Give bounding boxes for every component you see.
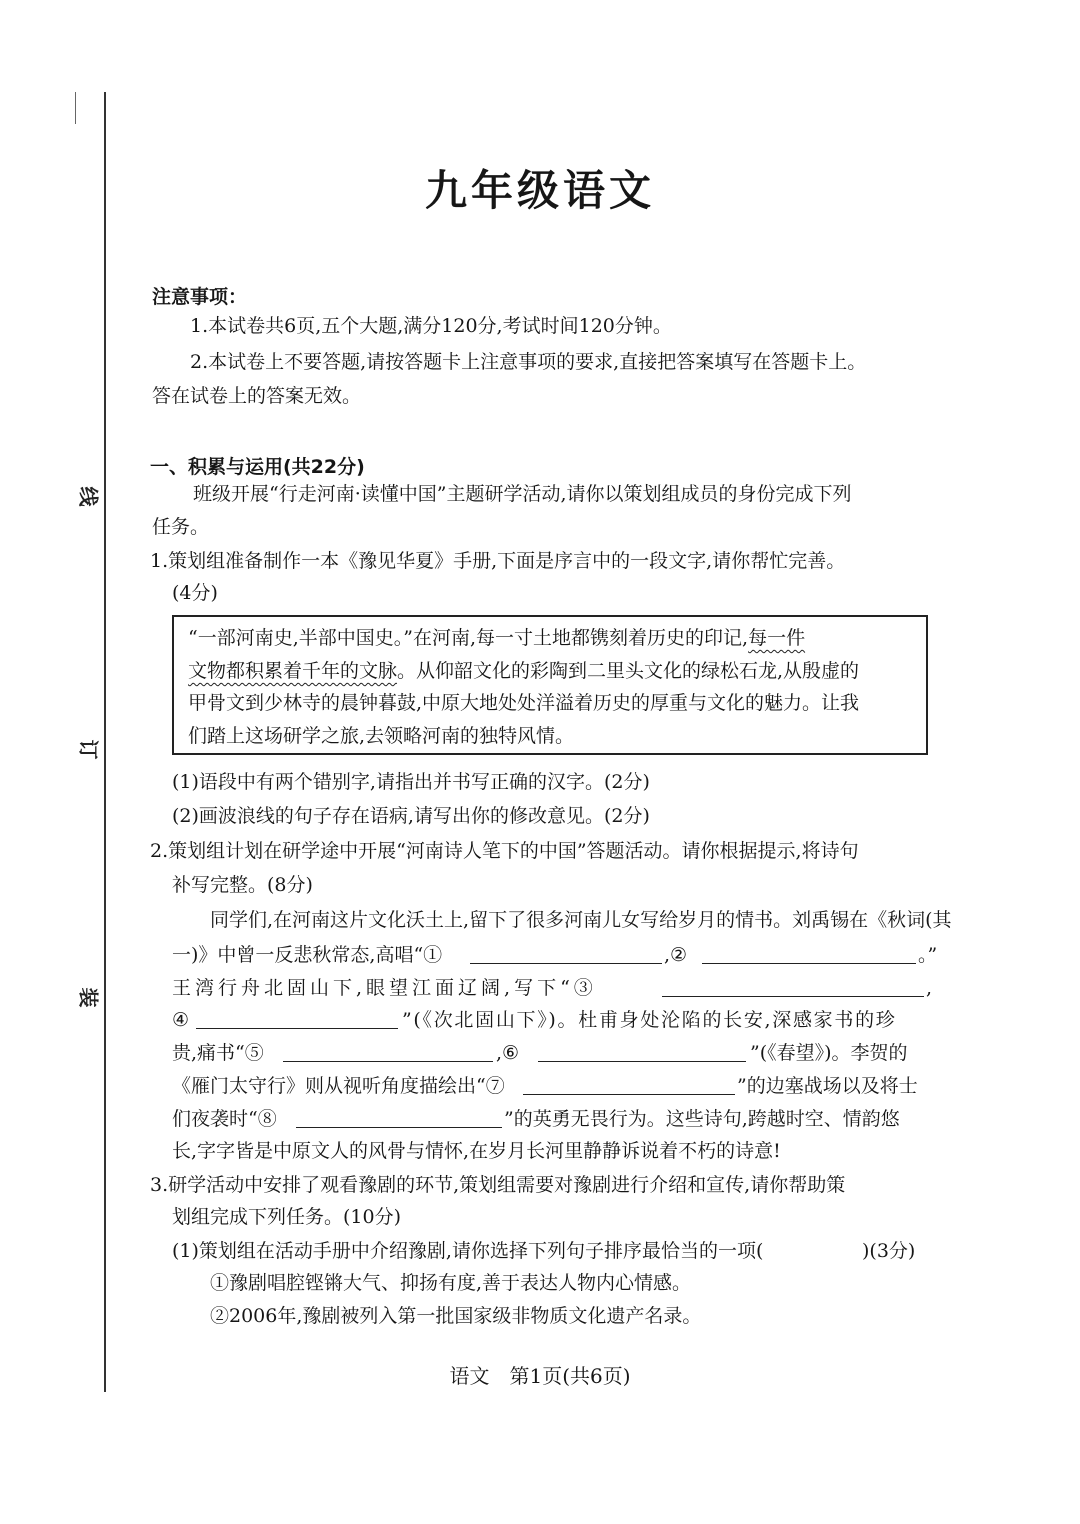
answer-blank-5[interactable]: [283, 1061, 493, 1062]
page-title: 九年级语文: [424, 166, 655, 215]
answer-blank-6[interactable]: [538, 1061, 746, 1062]
section-1-intro: 班级开展“行走河南·读懂中国”主题研学活动,请你以策划组成员的身份完成下列: [193, 483, 852, 505]
quote-line-1: [188, 629, 805, 648]
question-3: 3.研学活动中安排了观看豫剧的环节,策划组需要对豫剧进行介绍和宣传,请你帮助策: [150, 1174, 846, 1196]
q2-para-line-6a: 《雁门太守行》则从视听角度描绘出“⑦: [172, 1075, 505, 1097]
q2-para-line-2b: ,②: [664, 944, 688, 966]
wavy-sentence-start: 每一件: [748, 627, 806, 649]
answer-blank-2[interactable]: [702, 963, 916, 964]
q2-para-line-5b: ,⑥: [496, 1042, 520, 1064]
notice-heading: 注意事项：: [152, 286, 248, 308]
binding-char-zhuang: 装: [76, 987, 101, 1008]
binding-char-ding: 订: [76, 739, 101, 760]
notice-item-2-cont: 答在试卷上的答案无效。: [152, 385, 362, 407]
section-1-heading: 一、积累与运用(共22分): [150, 456, 365, 478]
answer-blank-3[interactable]: [662, 996, 924, 997]
answer-blank-8[interactable]: [296, 1127, 502, 1128]
quote-line-3: 甲骨文到少林寺的晨钟暮鼓,中原大地处处洋溢着历史的厚重与文化的魅力。让我: [188, 692, 860, 714]
q2-para-line-4a: ④: [172, 1009, 190, 1031]
q2-para-line-3a: 王湾行舟北固山下,眼望江面辽阔,写下“③: [172, 977, 597, 999]
answer-paren-1[interactable]: [862, 1242, 915, 1261]
wavy-sentence-end: 文物都积累着千年的文脉: [188, 660, 398, 682]
q2-para-line-4b: ”(《次北固山下》)。杜甫身处沦陷的长安,深感家书的珍: [402, 1009, 897, 1031]
question-2-cont: 补写完整。(8分): [172, 874, 313, 896]
question-3-sub-1-score: )(3分): [862, 1240, 916, 1262]
q2-para-line-7b: ”的英勇无畏行为。这些诗句,跨越时空、情韵悠: [504, 1108, 900, 1130]
binding-edge-tick: [75, 92, 76, 124]
quote-line-2: [188, 662, 859, 681]
question-2: 2.策划组计划在研学途中开展“河南诗人笔下的中国”答题活动。请你根据提示,将诗句: [150, 840, 859, 862]
option-2: ②2006年,豫剧被列入第一批国家级非物质文化遗产名录。: [210, 1305, 702, 1327]
q2-para-line-1: 同学们,在河南这片文化沃土上,留下了很多河南儿女写给岁月的情书。刘禹锡在《秋词(其: [210, 909, 952, 931]
q2-para-line-7a: 们夜袭时“⑧: [172, 1108, 277, 1130]
answer-blank-7[interactable]: [523, 1094, 735, 1095]
question-3-sub-1: (1)策划组在活动手册中介绍豫剧,请你选择下列句子排序最恰当的一项(: [172, 1240, 764, 1262]
answer-blank-4[interactable]: [196, 1028, 398, 1029]
question-1-score: (4分): [172, 582, 218, 604]
answer-blank-1[interactable]: [470, 963, 662, 964]
question-1: 1.策划组准备制作一本《豫见华夏》手册,下面是序言中的一段文字,请你帮忙完善。: [150, 550, 846, 572]
q2-para-line-5a: 贵,痛书“⑤: [172, 1042, 264, 1064]
notice-item-1: 1.本试卷共6页,五个大题,满分120分,考试时间120分钟。: [190, 315, 672, 337]
quote-line-2-text: 。从仰韶文化的彩陶到二里头文化的绿松石龙,从殷虚的: [397, 660, 860, 682]
question-1-sub-2: (2)画波浪线的句子存在语病,请写出你的修改意见。(2分): [172, 805, 650, 827]
question-1-sub-1: (1)语段中有两个错别字,请指出并书写正确的汉字。(2分): [172, 771, 650, 793]
q2-para-line-2c: 。”: [918, 944, 938, 966]
q2-para-line-2a: 一)》中曾一反悲秋常态,高唱“①: [172, 944, 443, 966]
option-1: ①豫剧唱腔铿锵大气、抑扬有度,善于表达人物内心情感。: [210, 1272, 692, 1294]
quote-line-4: 们踏上这场研学之旅,去领略河南的独特风情。: [188, 725, 575, 747]
q2-para-line-3b: ,: [926, 977, 933, 999]
binding-char-line: 线: [76, 486, 101, 507]
question-3-cont: 划组完成下列任务。(10分): [172, 1206, 402, 1228]
notice-item-2: 2.本试卷上不要答题,请按答题卡上注意事项的要求,直接把答案填写在答题卡上。: [190, 351, 867, 373]
q2-para-line-8: 长,字字皆是中原文人的风骨与情怀,在岁月长河里静静诉说着不朽的诗意!: [172, 1140, 781, 1162]
q2-para-line-5c: ”(《春望》)。李贺的: [750, 1042, 908, 1064]
page-footer: 语文 第1页(共6页): [449, 1364, 631, 1388]
quote-line-1-text: “一部河南史,半部中国史。”在河南,每一寸土地都镌刻着历史的印记,: [188, 627, 749, 649]
q2-para-line-6b: ”的边塞战场以及将士: [737, 1075, 918, 1097]
section-1-intro-cont: 任务。: [152, 516, 210, 538]
